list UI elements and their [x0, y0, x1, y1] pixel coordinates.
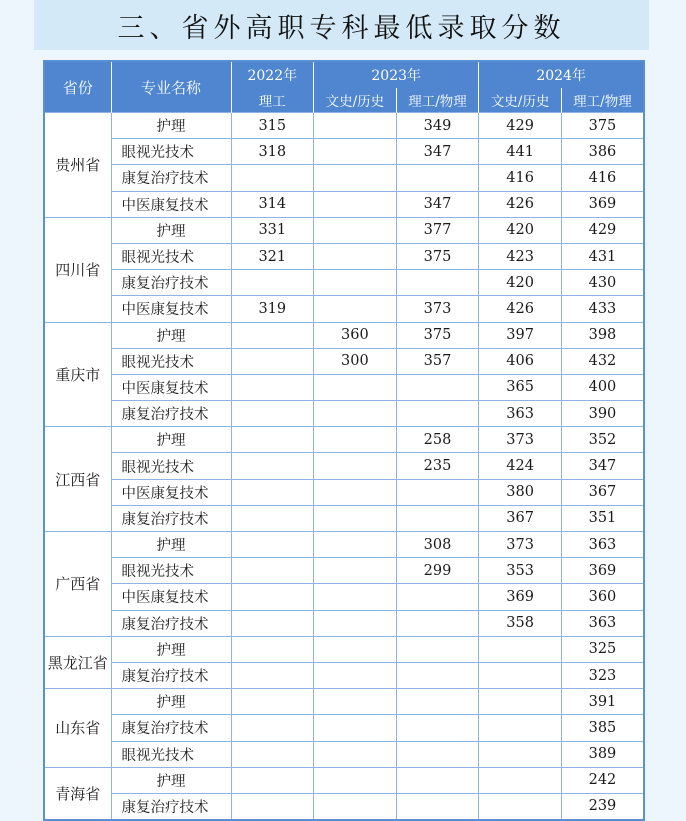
score-cell [231, 427, 314, 453]
score-cell [231, 689, 314, 715]
table-row [44, 139, 644, 165]
major-cell: 护理 [111, 113, 231, 139]
table-row [44, 715, 644, 741]
score-cell [396, 270, 479, 296]
major-cell: 眼视光技术 [111, 139, 231, 165]
score-cell: 424 [479, 453, 562, 479]
score-cell: 367 [561, 479, 644, 505]
score-cell: 389 [561, 741, 644, 767]
major-cell: 眼视光技术 [111, 243, 231, 269]
province-cell: 四川省 [44, 217, 111, 322]
score-cell [231, 741, 314, 767]
table-row [44, 793, 644, 820]
table-row [44, 401, 644, 427]
score-cell: 426 [479, 296, 562, 322]
score-cell [479, 715, 562, 741]
major-cell: 护理 [111, 689, 231, 715]
table-row [44, 270, 644, 296]
header-2023-liberal-arts: 文史/历史 [314, 88, 397, 113]
header-province: 省份 [44, 61, 111, 113]
province-cell: 重庆市 [44, 322, 111, 427]
major-cell: 眼视光技术 [111, 558, 231, 584]
score-cell [396, 715, 479, 741]
score-cell: 431 [561, 243, 644, 269]
score-cell: 441 [479, 139, 562, 165]
score-cell: 308 [396, 532, 479, 558]
score-cell: 426 [479, 191, 562, 217]
score-cell [314, 374, 397, 400]
score-cell: 385 [561, 715, 644, 741]
score-cell: 363 [479, 401, 562, 427]
score-cell [231, 270, 314, 296]
major-cell: 康复治疗技术 [111, 715, 231, 741]
table-row [44, 689, 644, 715]
score-cell [231, 662, 314, 688]
province-cell: 青海省 [44, 767, 111, 820]
score-cell [231, 479, 314, 505]
score-cell [314, 715, 397, 741]
score-cell [314, 479, 397, 505]
score-cell [396, 689, 479, 715]
table-row [44, 113, 644, 139]
score-cell: 300 [314, 348, 397, 374]
score-cell [396, 401, 479, 427]
score-cell: 369 [479, 584, 562, 610]
score-cell [314, 558, 397, 584]
score-cell: 365 [479, 374, 562, 400]
score-cell: 432 [561, 348, 644, 374]
score-cell: 420 [479, 217, 562, 243]
score-cell: 235 [396, 453, 479, 479]
score-cell: 347 [396, 139, 479, 165]
score-cell [479, 767, 562, 793]
score-cell: 239 [561, 793, 644, 820]
table-row [44, 584, 644, 610]
score-cell: 258 [396, 427, 479, 453]
score-cell [314, 636, 397, 662]
major-cell: 眼视光技术 [111, 453, 231, 479]
major-cell: 康复治疗技术 [111, 505, 231, 531]
score-cell [396, 165, 479, 191]
score-cell [314, 165, 397, 191]
page-title: 三、省外高职专科最低录取分数 [117, 12, 566, 44]
province-cell: 贵州省 [44, 113, 111, 218]
score-cell [314, 584, 397, 610]
header-major: 专业名称 [111, 61, 231, 113]
score-cell [231, 610, 314, 636]
score-cell [231, 532, 314, 558]
major-cell: 康复治疗技术 [111, 793, 231, 820]
score-cell [231, 322, 314, 348]
major-cell: 康复治疗技术 [111, 610, 231, 636]
major-cell: 中医康复技术 [111, 479, 231, 505]
score-cell: 358 [479, 610, 562, 636]
province-cell: 江西省 [44, 427, 111, 532]
score-cell: 299 [396, 558, 479, 584]
score-cell: 369 [561, 191, 644, 217]
major-cell: 康复治疗技术 [111, 270, 231, 296]
score-cell [231, 715, 314, 741]
score-cell: 373 [479, 532, 562, 558]
score-cell [314, 113, 397, 139]
table-row [44, 165, 644, 191]
major-cell: 康复治疗技术 [111, 662, 231, 688]
score-cell: 363 [561, 610, 644, 636]
score-cell [396, 741, 479, 767]
score-cell [314, 243, 397, 269]
score-cell [314, 270, 397, 296]
major-cell: 中医康复技术 [111, 374, 231, 400]
header-year-2023: 2023年 [314, 61, 479, 88]
table-row [44, 296, 644, 322]
score-cell [231, 636, 314, 662]
table-row [44, 479, 644, 505]
table-row [44, 453, 644, 479]
score-cell: 380 [479, 479, 562, 505]
score-cell: 318 [231, 139, 314, 165]
score-cell: 406 [479, 348, 562, 374]
major-cell: 护理 [111, 767, 231, 793]
score-cell: 433 [561, 296, 644, 322]
province-cell: 黑龙江省 [44, 636, 111, 688]
major-cell: 中医康复技术 [111, 296, 231, 322]
score-cell [314, 689, 397, 715]
score-cell [231, 453, 314, 479]
score-cell: 360 [561, 584, 644, 610]
header-2024-science: 理工/物理 [561, 88, 644, 113]
table-row [44, 636, 644, 662]
score-cell: 319 [231, 296, 314, 322]
score-cell: 377 [396, 217, 479, 243]
score-cell [314, 296, 397, 322]
score-cell: 397 [479, 322, 562, 348]
score-cell: 429 [479, 113, 562, 139]
score-cell: 430 [561, 270, 644, 296]
score-cell [314, 453, 397, 479]
major-cell: 护理 [111, 532, 231, 558]
table-row [44, 374, 644, 400]
table-row [44, 217, 644, 243]
score-cell [231, 401, 314, 427]
score-cell [231, 767, 314, 793]
table-row [44, 532, 644, 558]
score-cell [479, 793, 562, 820]
score-cell: 357 [396, 348, 479, 374]
score-cell [479, 636, 562, 662]
score-cell: 375 [396, 322, 479, 348]
score-cell: 367 [479, 505, 562, 531]
header-year-2022: 2022年 [231, 61, 314, 88]
score-cell [396, 610, 479, 636]
title-banner [34, 0, 649, 50]
score-cell: 400 [561, 374, 644, 400]
table-row [44, 322, 644, 348]
score-cell: 347 [396, 191, 479, 217]
score-table-body [44, 113, 644, 821]
score-cell [314, 741, 397, 767]
score-cell [314, 793, 397, 820]
major-cell: 中医康复技术 [111, 584, 231, 610]
score-cell [396, 584, 479, 610]
admission-score-table [43, 60, 645, 821]
score-cell [314, 532, 397, 558]
header-2024-liberal-arts: 文史/历史 [479, 88, 562, 113]
province-cell: 广西省 [44, 532, 111, 637]
score-cell [231, 793, 314, 820]
table-row [44, 427, 644, 453]
score-cell: 349 [396, 113, 479, 139]
score-cell: 315 [231, 113, 314, 139]
table-row [44, 505, 644, 531]
major-cell: 眼视光技术 [111, 348, 231, 374]
score-cell: 373 [479, 427, 562, 453]
province-cell: 山东省 [44, 689, 111, 768]
score-cell: 347 [561, 453, 644, 479]
score-cell: 429 [561, 217, 644, 243]
score-cell: 423 [479, 243, 562, 269]
table-row [44, 243, 644, 269]
major-cell: 康复治疗技术 [111, 165, 231, 191]
major-cell: 护理 [111, 636, 231, 662]
score-cell [231, 558, 314, 584]
score-cell: 360 [314, 322, 397, 348]
score-cell [231, 348, 314, 374]
header-year-2024: 2024年 [479, 61, 644, 88]
score-cell [231, 505, 314, 531]
score-cell [396, 479, 479, 505]
score-cell [314, 505, 397, 531]
score-cell: 363 [561, 532, 644, 558]
score-cell [314, 139, 397, 165]
score-cell: 314 [231, 191, 314, 217]
score-cell [396, 374, 479, 400]
score-cell [314, 767, 397, 793]
score-cell [231, 374, 314, 400]
score-cell: 398 [561, 322, 644, 348]
score-cell [396, 793, 479, 820]
score-cell: 420 [479, 270, 562, 296]
score-cell: 352 [561, 427, 644, 453]
score-cell [479, 689, 562, 715]
score-cell: 391 [561, 689, 644, 715]
score-cell [396, 662, 479, 688]
score-cell: 375 [396, 243, 479, 269]
major-cell: 康复治疗技术 [111, 401, 231, 427]
score-cell [479, 741, 562, 767]
score-cell: 369 [561, 558, 644, 584]
score-cell [231, 584, 314, 610]
table-row [44, 610, 644, 636]
score-cell [314, 401, 397, 427]
score-cell [396, 505, 479, 531]
major-cell: 眼视光技术 [111, 741, 231, 767]
major-cell: 中医康复技术 [111, 191, 231, 217]
table-row [44, 767, 644, 793]
score-cell: 416 [479, 165, 562, 191]
score-cell [314, 217, 397, 243]
header-2022-science: 理工 [231, 88, 314, 113]
score-cell: 331 [231, 217, 314, 243]
score-cell [479, 662, 562, 688]
score-cell [314, 191, 397, 217]
score-cell: 351 [561, 505, 644, 531]
score-cell: 325 [561, 636, 644, 662]
score-cell [231, 165, 314, 191]
score-cell: 321 [231, 243, 314, 269]
table-row [44, 662, 644, 688]
score-cell [396, 767, 479, 793]
score-cell: 353 [479, 558, 562, 584]
score-cell [314, 427, 397, 453]
table-row [44, 741, 644, 767]
table-row [44, 348, 644, 374]
score-cell: 386 [561, 139, 644, 165]
score-cell: 323 [561, 662, 644, 688]
table-row [44, 558, 644, 584]
score-cell: 416 [561, 165, 644, 191]
major-cell: 护理 [111, 322, 231, 348]
score-cell: 373 [396, 296, 479, 322]
score-cell: 390 [561, 401, 644, 427]
score-cell [314, 610, 397, 636]
score-cell [314, 662, 397, 688]
score-cell: 375 [561, 113, 644, 139]
table-row [44, 191, 644, 217]
score-cell [396, 636, 479, 662]
score-cell: 242 [561, 767, 644, 793]
major-cell: 护理 [111, 217, 231, 243]
header-2023-science: 理工/物理 [396, 88, 479, 113]
major-cell: 护理 [111, 427, 231, 453]
